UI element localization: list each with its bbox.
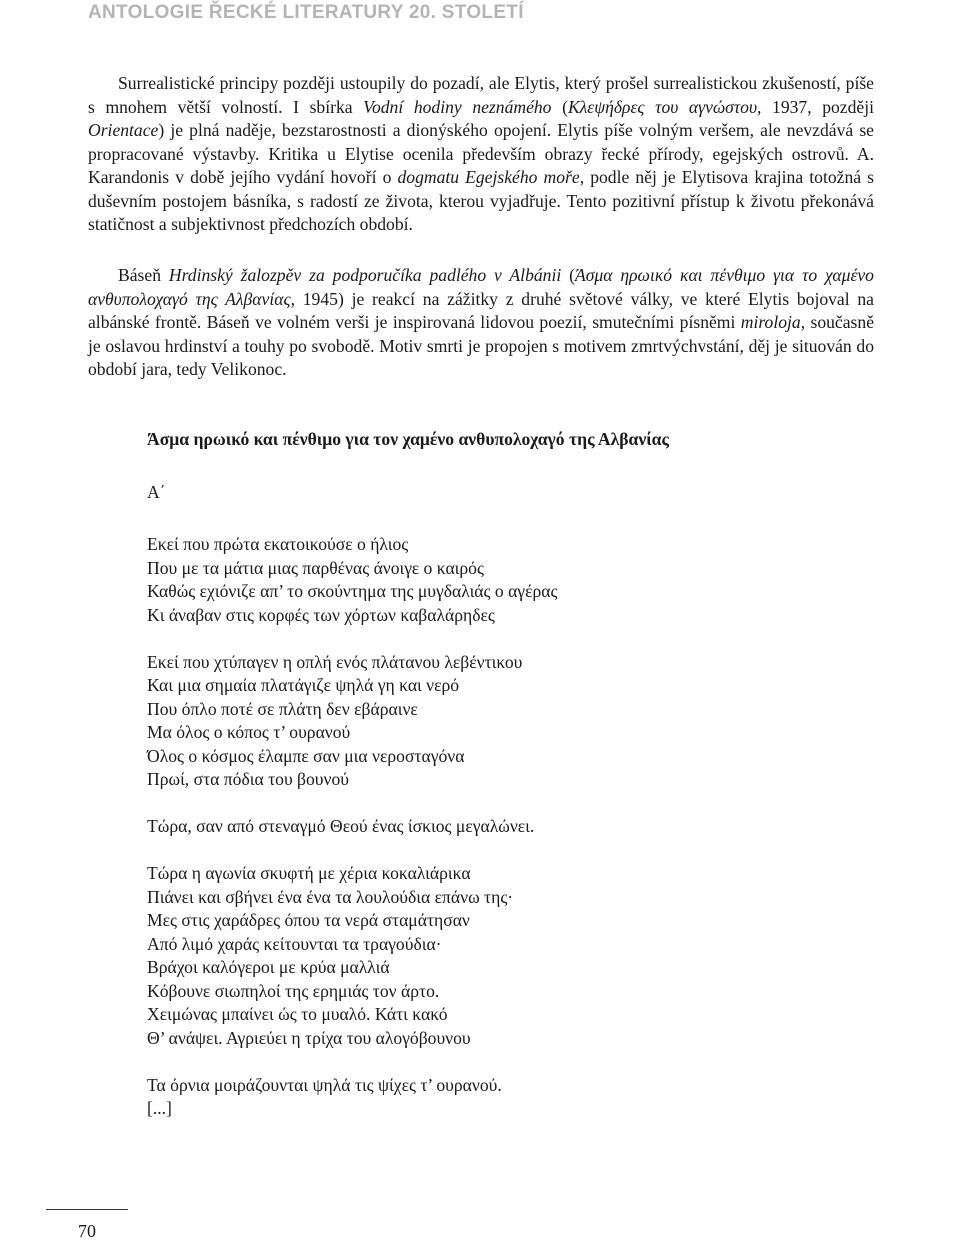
poem-line: Θ’ ανάψει. Αγριεύει η τρίχα του αλογόβουνου bbox=[147, 1027, 471, 1048]
poem-stanzas bbox=[147, 533, 669, 1121]
poem-line: Μες στις χαράδρες όπου τα νερά σταμάτησαν bbox=[147, 910, 470, 930]
text-segment: Surrealistické principy později ustoupily do pozadí, ale Elytis, který prošel surrealistickou zkušeností, píše s mnohem větší volností. I sbírka bbox=[88, 73, 874, 117]
italic-text: Κλεψήδρες του αγνώστου, bbox=[567, 96, 762, 117]
poem-line: Χειμώνας μπαίνει ώς το μυαλό. Κάτι κακό bbox=[147, 1004, 448, 1024]
poem-line: Εκεί που χτύπαγεν η οπλή ενός πλάτανου λεβέντικου bbox=[147, 651, 523, 672]
poem-line: Που με τα μάτια μιας παρθένας άνοιγε ο καιρός bbox=[147, 557, 484, 578]
italic-text: Vodní hodiny neznámého bbox=[363, 96, 552, 117]
poem-line: Όλος ο κόσμος έλαμπε σαν μια νεροσταγόνα bbox=[147, 745, 465, 766]
poem-section-number: Α΄ bbox=[147, 481, 166, 502]
poem-line: Κόβουνε σιωπηλοί της ερημιάς τον άρτο. bbox=[147, 980, 440, 1001]
italic-text: miroloja bbox=[740, 312, 801, 332]
italic-text: Άσμα ηρωικό και πένθιμο για το χαμένο ανθυπολοχαγό της Αλβανίας bbox=[88, 265, 874, 309]
poem-line: Μα όλος ο κόπος τ’ ουρανού bbox=[147, 722, 351, 742]
poem-line: Τώρα η αγωνία σκυφτή με χέρια κοκαλιάρικα bbox=[147, 863, 471, 883]
poem-line: Πρωί, στα πόδια του βουνού bbox=[147, 769, 349, 789]
poem-line: Και μια σημαία πλατάγιζε ψηλά γη και νερό bbox=[147, 675, 460, 695]
poem-line: Πιάνει και σβήνει ένα ένα τα λουλούδια επάνω της· bbox=[147, 886, 514, 907]
poem-line: Κι άναβαν στις κορφές των χόρτων καβαλάρηδες bbox=[147, 604, 495, 625]
poem-line: Τα όρνια μοιράζουνται ψηλά τις ψίχες τ’ ουρανού. bbox=[147, 1074, 502, 1095]
italic-text: dogmatu Egejského moře bbox=[397, 167, 580, 187]
page-number: 70 bbox=[78, 1221, 96, 1241]
stanza bbox=[147, 533, 669, 627]
paragraph-text bbox=[88, 72, 874, 237]
stanza bbox=[147, 815, 669, 839]
stanza bbox=[147, 651, 669, 792]
body-paragraph-1 bbox=[88, 72, 874, 237]
poem bbox=[147, 428, 669, 1144]
paragraph-text bbox=[88, 264, 874, 382]
text-segment: ( bbox=[551, 96, 568, 117]
italic-text: Hrdinský žalozpěv za podporučíka padlého v Albánii bbox=[168, 265, 562, 285]
text-segment: , současně je oslavou hrdinství a touhy po svobodě. Motiv smrti je propojen s motivem zmrtvýchvstání, děj je situován do období jara, tedy Velikonoc. bbox=[88, 312, 875, 379]
stanza bbox=[147, 1074, 669, 1121]
stanza bbox=[147, 862, 669, 1050]
poem-line: Που όπλο ποτέ σε πλάτη δεν εβάραινε bbox=[147, 698, 418, 719]
text-segment: 1937, později bbox=[761, 96, 874, 117]
body-paragraph-2 bbox=[88, 264, 874, 382]
running-header: ANTOLOGIE ŘECKÉ LITERATURY 20. STOLETÍ bbox=[88, 2, 524, 23]
poem-line: Καθώς εχιόνιζε απ’ το σκούντημα της μυγδαλιάς ο αγέρας bbox=[147, 581, 558, 601]
poem-title: Άσμα ηρωικό και πένθιμο για τον χαμένο ανθυπολοχαγό της Αλβανίας bbox=[147, 429, 669, 449]
poem-line: Εκεί που πρώτα εκατοικούσε ο ήλιος bbox=[147, 534, 409, 554]
text-segment: , podle něj je Elytisova krajina totožná s duševním postojem básníka, s radostí ze života, kterou vyjadřuje. Tento pozitivní přístup k životu překonává statičnost a subjektivnost předchozích období. bbox=[88, 167, 874, 234]
poem-line: [...] bbox=[147, 1098, 172, 1118]
text-segment: , 1945) je reakcí na zážitky z druhé světové války, ve které Elytis bojoval na albánské frontě. Báseň ve volném verši je inspirovaná lidovou poezií, smutečními písněmi bbox=[88, 288, 874, 332]
italic-text: Orientace bbox=[88, 120, 159, 140]
text-segment: ) je plná naděje, bezstarostnosti a dionýského opojení. Elytis píše volným veršem, ale nevzdává se propracované výstavby. Kritika u Elytise ocenila především obrazy řecké přírody, egejských ostrovů. A. Karandonis v době jejího vydání hovoří o bbox=[88, 120, 874, 187]
poem-line: Από λιμό χαράς κείτουνται τα τραγούδια· bbox=[147, 933, 442, 954]
poem-line: Τώρα, σαν από στεναγμό Θεού ένας ίσκιος μεγαλώνει. bbox=[147, 816, 535, 836]
poem-line: Βράχοι καλόγεροι με κρύα μαλλιά bbox=[147, 957, 390, 977]
text-segment: Báseň bbox=[118, 265, 169, 285]
text-segment: ( bbox=[561, 265, 575, 285]
footer-rule bbox=[46, 1209, 128, 1210]
